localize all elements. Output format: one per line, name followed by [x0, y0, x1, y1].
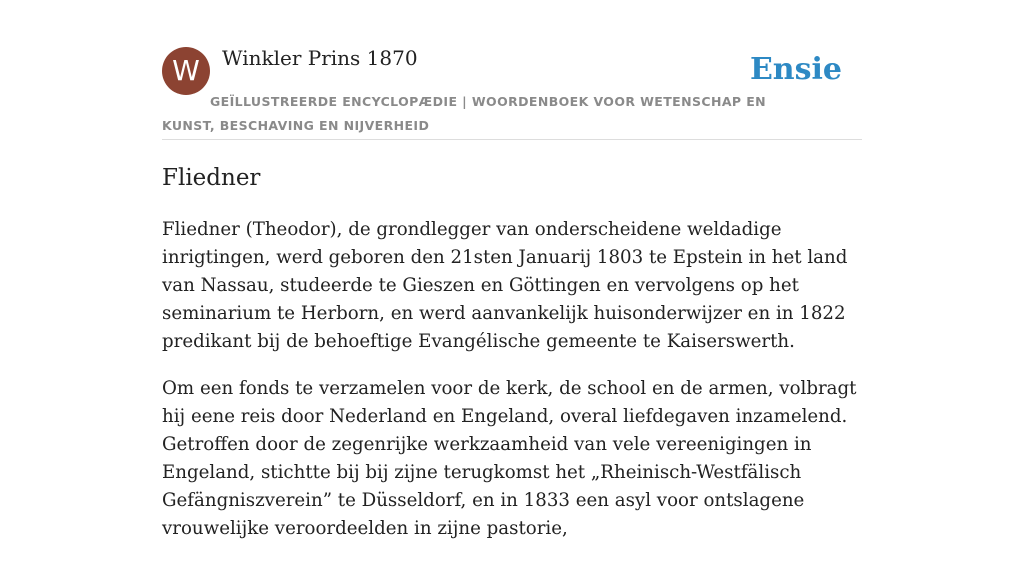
source-header [162, 46, 862, 140]
source-title[interactable]: Winkler Prins 1870 [222, 46, 418, 70]
source-avatar[interactable]: W [162, 47, 210, 95]
article-body [162, 216, 866, 562]
article-paragraph: Om een fonds te verzamelen voor de kerk, de school en de armen, volbragt hij eene reis door Nederland en Engeland, overal liefdegaven inzamelend. Getroffen door de zegenrijke werkzaamheid van vele vereenigingen in Engeland, stichtte bij bij zijne terugkomst het „Rheinisch-Westfälisch Gefängniszverein” te Düsseldorf, en in 1833 een asyl voor ontslagene vrouwelijke veroordeelden in zijne pastorie, [162, 378, 857, 539]
article-title: Fliedner [162, 165, 261, 191]
ensie-logo[interactable]: Ensie [749, 52, 842, 87]
source-subtitle: GEÏLLUSTREERDE ENCYCLOPÆDIE | WOORDENBOEK VOOR WETENSCHAP EN KUNST, BESCHAVING EN NIJVERHEID [162, 94, 767, 133]
article-paragraph: Fliedner (Theodor), de grondlegger van onderscheidene weldadige inrigtingen, werd geboren den 21sten Januarij 1803 te Epstein in het land van Nassau, studeerde te Gieszen en Göttingen en vervolgens op het seminarium te Herborn, en werd aanvankelijk huisonderwijzer en in 1822 predikant bij de behoeftige Evangélische gemeente te Kaiserswerth. [162, 219, 848, 352]
